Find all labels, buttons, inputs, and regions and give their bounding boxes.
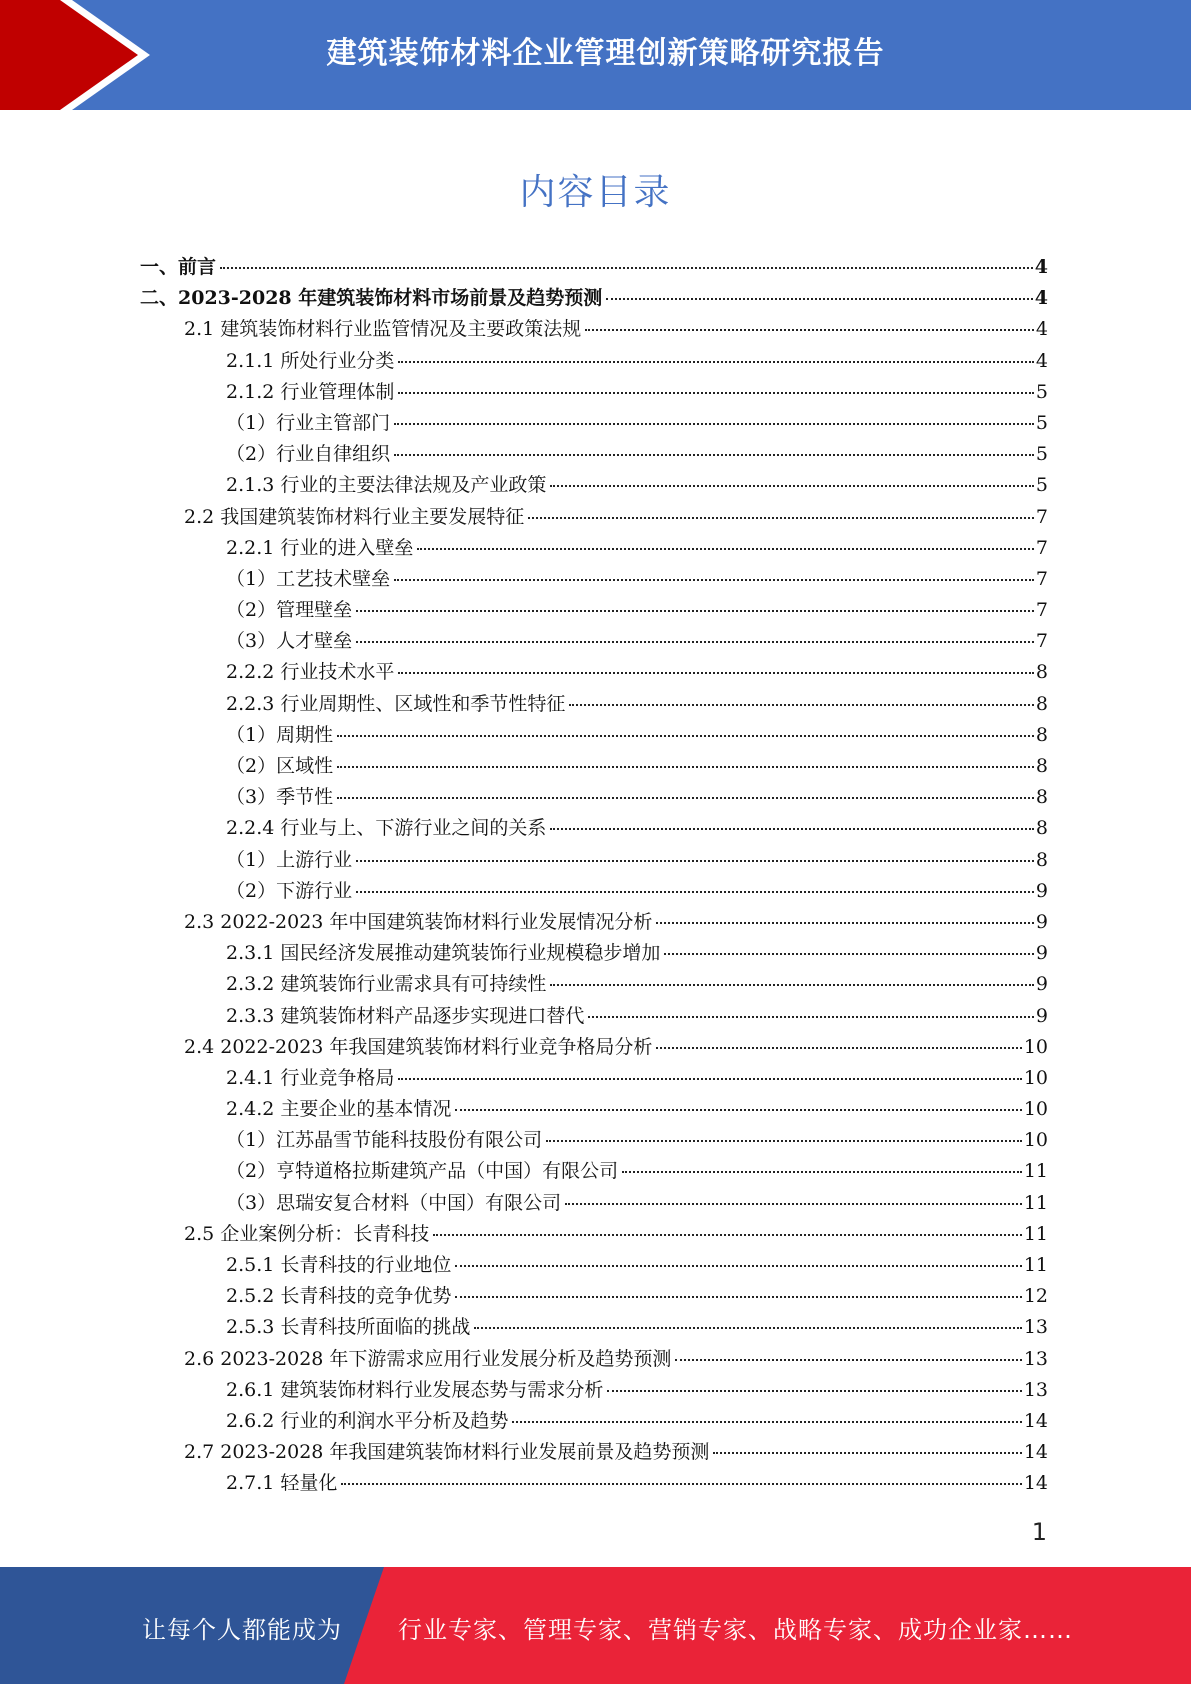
toc-dot-leader: [664, 953, 1034, 955]
toc-entry-label: 2.5 企业案例分析：长青科技: [184, 1222, 430, 1245]
toc-entry-label: 2.1 建筑装饰材料行业监管情况及主要政策法规: [184, 318, 582, 341]
toc-entry[interactable]: [140, 1219, 1048, 1250]
footer-slogan-left: 让每个人都能成为: [142, 1616, 342, 1644]
toc-entry[interactable]: [140, 1406, 1048, 1437]
toc-entry[interactable]: [140, 502, 1048, 533]
toc-entry-page: 10: [1023, 1098, 1048, 1121]
toc-dot-leader: [394, 579, 1034, 581]
toc-dot-leader: [546, 1140, 1022, 1142]
toc-entry-label: 2.5.2 长青科技的竞争优势: [226, 1285, 452, 1308]
toc-dot-leader: [398, 392, 1034, 394]
toc-entry[interactable]: [140, 1094, 1048, 1125]
toc-entry[interactable]: [140, 657, 1048, 688]
toc-entry-label: 一、前言: [140, 256, 217, 278]
toc-entry[interactable]: [140, 969, 1048, 1000]
toc-dot-leader: [606, 298, 1033, 300]
toc-dot-leader: [569, 704, 1034, 706]
toc-dot-leader: [394, 454, 1034, 456]
toc-entry-page: 9: [1035, 973, 1048, 996]
toc-entry[interactable]: [140, 1188, 1048, 1219]
toc-dot-leader: [341, 1483, 1021, 1485]
toc-entry-label: （2）下游行业: [226, 879, 353, 902]
toc-dot-leader: [433, 1234, 1022, 1236]
toc-entry-page: 5: [1035, 411, 1048, 434]
toc-entry-page: 8: [1035, 786, 1048, 809]
toc-dot-leader: [528, 517, 1034, 519]
toc-entry-label: 2.2.4 行业与上、下游行业之间的关系: [226, 817, 547, 840]
toc-entry-label: 2.3.3 建筑装饰材料产品逐步实现进口替代: [226, 1004, 585, 1027]
toc-dot-leader: [455, 1109, 1021, 1111]
toc-dot-leader: [656, 922, 1033, 924]
toc-dot-leader: [713, 1452, 1021, 1454]
page-header: [0, 0, 1191, 110]
toc-entry[interactable]: [140, 1281, 1048, 1312]
toc-entry-label: 2.7 2023-2028 年我国建筑装饰材料行业发展前景及趋势预测: [184, 1441, 710, 1464]
toc-entry-page: 13: [1023, 1347, 1048, 1370]
toc-entry[interactable]: [140, 751, 1048, 782]
toc-entry-page: 8: [1035, 723, 1048, 746]
toc-dot-leader: [585, 329, 1034, 331]
toc-entry[interactable]: [140, 439, 1048, 470]
toc-entry[interactable]: [140, 377, 1048, 408]
toc-entry-page: 9: [1035, 910, 1048, 933]
toc-entry-page: 11: [1023, 1160, 1048, 1183]
toc-entry-label: 2.1.2 行业管理体制: [226, 380, 395, 403]
toc-entry-label: 2.4.2 主要企业的基本情况: [226, 1098, 452, 1121]
toc-entry-page: 13: [1023, 1316, 1048, 1339]
toc-entry-page: 9: [1035, 879, 1048, 902]
toc-entry-page: 5: [1035, 380, 1048, 403]
toc-entry-page: 4: [1034, 287, 1048, 310]
toc-entry-label: 2.5.1 长青科技的行业地位: [226, 1254, 452, 1276]
toc-entry[interactable]: [140, 1375, 1048, 1406]
toc-entry-label: （2）管理壁垒: [226, 599, 353, 622]
toc-dot-leader: [550, 828, 1034, 830]
toc-entry[interactable]: [140, 1250, 1048, 1281]
toc-entry[interactable]: [140, 907, 1048, 938]
toc-dot-leader: [550, 485, 1034, 487]
toc-entry-label: （1）行业主管部门: [226, 411, 391, 434]
toc-dot-leader: [398, 361, 1034, 363]
toc-entry-label: 2.5.3 长青科技所面临的挑战: [226, 1316, 471, 1339]
toc-dot-leader: [394, 423, 1034, 425]
toc-entry[interactable]: [140, 845, 1048, 876]
toc-entry[interactable]: [140, 1125, 1048, 1156]
toc-dot-leader: [565, 1203, 1022, 1205]
toc-entry[interactable]: [140, 720, 1048, 751]
page-number: 1: [1031, 1518, 1047, 1546]
toc-entry-page: 7: [1035, 505, 1048, 528]
toc-entry-page: 10: [1023, 1066, 1048, 1089]
toc-entry-label: 2.2.2 行业技术水平: [226, 661, 395, 684]
toc-entry[interactable]: [140, 1468, 1048, 1499]
report-title: 建筑装饰材料企业管理创新策略研究报告: [326, 36, 885, 71]
toc-entry-page: 4: [1035, 318, 1048, 341]
toc-entry-label: 2.2.3 行业周期性、区域性和季节性特征: [226, 692, 566, 715]
toc-entry[interactable]: [140, 689, 1048, 720]
toc-title: 内容目录: [519, 172, 672, 213]
toc-entry-label: 2.6 2023-2028 年下游需求应用行业发展分析及趋势预测: [184, 1347, 672, 1370]
toc-entry-label: 2.2.1 行业的进入壁垒: [226, 536, 414, 559]
toc-entry-page: 4: [1034, 256, 1048, 278]
toc-entry-label: （1）周期性: [226, 723, 334, 746]
toc-entry-page: 4: [1035, 349, 1048, 372]
toc-entry[interactable]: [140, 626, 1048, 657]
toc-entry[interactable]: [140, 595, 1048, 626]
toc-entry-label: 2.4.1 行业竞争格局: [226, 1066, 395, 1089]
toc-entry-label: （1）工艺技术壁垒: [226, 567, 391, 590]
toc-entry-page: 9: [1035, 942, 1048, 965]
toc-entry-page: 13: [1023, 1378, 1048, 1401]
toc-entry-label: 2.6.1 建筑装饰材料行业发展态势与需求分析: [226, 1378, 604, 1401]
toc-entry-page: 10: [1023, 1129, 1048, 1152]
page-footer: [0, 1567, 1191, 1684]
toc-entry[interactable]: [140, 346, 1048, 377]
toc-entry[interactable]: [140, 1156, 1048, 1187]
toc-entry-label: 2.3 2022-2023 年中国建筑装饰材料行业发展情况分析: [184, 910, 653, 933]
toc-entry-page: 8: [1035, 755, 1048, 777]
toc-entry[interactable]: [140, 938, 1048, 969]
toc-entry[interactable]: [140, 813, 1048, 844]
toc-entry[interactable]: [140, 1437, 1048, 1468]
toc-entry[interactable]: [140, 252, 1048, 283]
toc-dot-leader: [356, 610, 1034, 612]
toc-entry-label: 2.3.1 国民经济发展推动建筑装饰行业规模稳步增加: [226, 942, 661, 965]
toc-entry-page: 8: [1035, 692, 1048, 715]
footer-slogan-right: 行业专家、管理专家、营销专家、战略专家、成功企业家……: [398, 1616, 1073, 1644]
toc-entry-page: 12: [1023, 1285, 1048, 1308]
toc-entry-label: （3）思瑞安复合材料（中国）有限公司: [226, 1191, 562, 1214]
toc-entry-page: 7: [1035, 599, 1048, 622]
toc-dot-leader: [337, 797, 1034, 799]
toc-entry-label: 2.7.1 轻量化: [226, 1472, 338, 1495]
toc-entry-label: （2）区域性: [226, 755, 334, 777]
toc-entry-label: （3）人才壁垒: [226, 630, 353, 653]
toc-entry[interactable]: [140, 314, 1048, 345]
toc-entry-page: 5: [1035, 474, 1048, 497]
toc-entry-label: 2.6.2 行业的利润水平分析及趋势: [226, 1409, 509, 1432]
toc-entry[interactable]: [140, 1344, 1048, 1375]
toc-entry-page: 10: [1023, 1035, 1048, 1058]
toc-entry-page: 14: [1023, 1472, 1048, 1495]
toc-entry[interactable]: [140, 876, 1048, 907]
toc-entry-label: 二、2023-2028 年建筑装饰材料市场前景及趋势预测: [140, 287, 603, 310]
toc-dot-leader: [512, 1421, 1021, 1423]
toc-entry-page: 5: [1035, 443, 1048, 466]
toc-entry-label: 2.3.2 建筑装饰行业需求具有可持续性: [226, 973, 547, 996]
toc-dot-leader: [356, 891, 1034, 893]
toc-entry[interactable]: [140, 408, 1048, 439]
toc-entry-page: 9: [1035, 1004, 1048, 1027]
toc-dot-leader: [337, 766, 1034, 768]
toc-entry[interactable]: [140, 1032, 1048, 1063]
toc-entry-page: 8: [1035, 661, 1048, 684]
toc-dot-leader: [607, 1390, 1021, 1392]
toc-entry[interactable]: [140, 533, 1048, 564]
toc-dot-leader: [455, 1296, 1021, 1298]
toc-entry-label: （2）亨特道格拉斯建筑产品（中国）有限公司: [226, 1160, 619, 1183]
toc-entry-page: 7: [1035, 630, 1048, 653]
toc-entry-label: （1）上游行业: [226, 848, 353, 871]
toc-entry-label: 2.2 我国建筑装饰材料行业主要发展特征: [184, 505, 525, 528]
toc-entry-page: 11: [1023, 1222, 1048, 1245]
toc-dot-leader: [220, 267, 1033, 269]
toc-entry-label: （2）行业自律组织: [226, 443, 391, 466]
toc-dot-leader: [398, 672, 1034, 674]
toc-dot-leader: [675, 1359, 1021, 1361]
toc-entry[interactable]: [140, 782, 1048, 813]
toc-dot-leader: [656, 1047, 1021, 1049]
toc-entry[interactable]: [140, 470, 1048, 501]
toc-entry-label: 2.1.3 行业的主要法律法规及产业政策: [226, 474, 547, 497]
toc-dot-leader: [398, 1078, 1021, 1080]
toc-entry-page: 11: [1023, 1254, 1048, 1276]
toc-entry[interactable]: [140, 283, 1048, 314]
toc-entry-page: 14: [1023, 1409, 1048, 1432]
toc-entry[interactable]: [140, 1063, 1048, 1094]
toc-entry[interactable]: [140, 564, 1048, 595]
toc-dot-leader: [356, 641, 1034, 643]
toc-entry-page: 8: [1035, 817, 1048, 840]
toc-entry-label: 2.4 2022-2023 年我国建筑装饰材料行业竞争格局分析: [184, 1035, 653, 1058]
toc-dot-leader: [588, 1016, 1034, 1018]
toc-entry-page: 8: [1035, 848, 1048, 871]
toc-entry-label: （3）季节性: [226, 786, 334, 809]
toc-dot-leader: [337, 735, 1034, 737]
toc-dot-leader: [417, 548, 1034, 550]
toc-dot-leader: [550, 984, 1034, 986]
toc-entry-page: 11: [1023, 1191, 1048, 1214]
toc-dot-leader: [622, 1171, 1022, 1173]
toc-entry-page: 7: [1035, 567, 1048, 590]
toc-entry[interactable]: [140, 1001, 1048, 1032]
toc-entry-page: 14: [1023, 1441, 1048, 1464]
toc-entry[interactable]: [140, 1312, 1048, 1343]
toc-dot-leader: [356, 860, 1034, 862]
toc-entry-page: 7: [1035, 536, 1048, 559]
toc-dot-leader: [474, 1327, 1021, 1329]
toc-entry-label: 2.1.1 所处行业分类: [226, 349, 395, 372]
table-of-contents: [140, 252, 1048, 1500]
toc-dot-leader: [455, 1265, 1021, 1267]
toc-entry-label: （1）江苏晶雪节能科技股份有限公司: [226, 1129, 543, 1152]
